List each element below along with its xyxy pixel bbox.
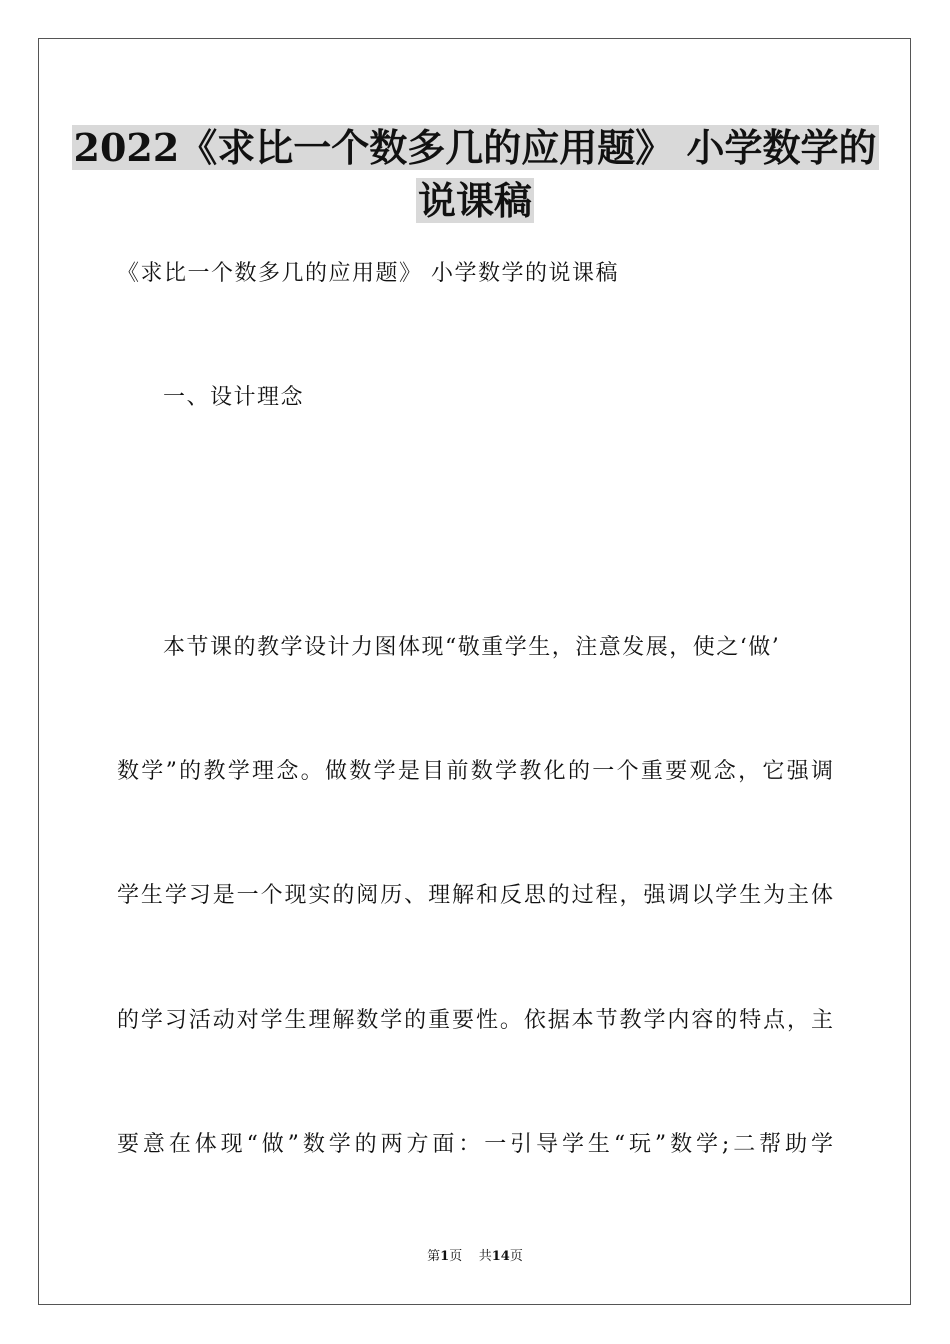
- footer-total-suffix: 页: [509, 1249, 523, 1264]
- document-title-line-2: [0, 178, 950, 224]
- document-title-line-1: [0, 125, 950, 171]
- section-heading: 一、设计理念: [163, 385, 305, 410]
- page-footer: [0, 1248, 950, 1266]
- subtitle: 《求比一个数多几的应用题》 小学数学的说课稿: [117, 261, 619, 286]
- paragraph-line-4: 的学习活动对学生理解数学的重要性。依据本节教学内容的特点，主: [117, 1008, 833, 1033]
- title-line-2-text: 说课稿: [417, 178, 532, 223]
- footer-page-suffix: 页: [449, 1249, 463, 1264]
- paragraph-line-5: 要意在体现“做”数学的两方面：一引导学生“玩”数学;二帮助学: [117, 1132, 833, 1157]
- footer-total-number: 14: [491, 1249, 510, 1264]
- paragraph-line-1: 本节课的教学设计力图体现“敬重学生，注意发展，使之‘做’: [163, 635, 781, 660]
- footer-page-number: 1: [440, 1249, 450, 1264]
- footer-total-prefix: 共: [478, 1249, 492, 1264]
- title-line-1-text: 2022《求比一个数多几的应用题》 小学数学的: [73, 125, 877, 170]
- paragraph-line-2: 数学”的教学理念。做数学是目前数学教化的一个重要观念，它强调: [117, 759, 833, 784]
- page-border: [38, 38, 911, 1305]
- paragraph-line-3: 学生学习是一个现实的阅历、理解和反思的过程，强调以学生为主体: [117, 883, 833, 908]
- footer-page-prefix: 第: [427, 1249, 441, 1264]
